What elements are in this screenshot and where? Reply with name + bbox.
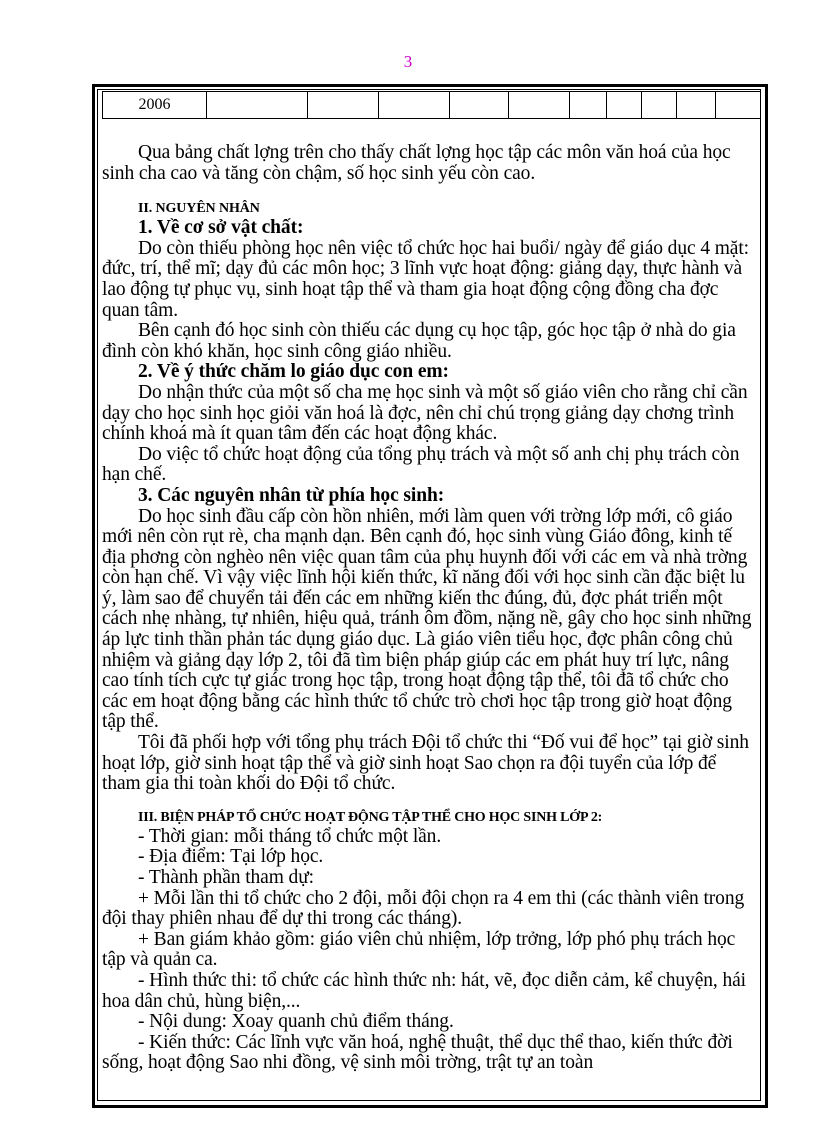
table-cell	[450, 92, 509, 119]
paragraph-facilities: Do còn thiếu phòng học nên việc tổ chức học hai buổi/ ngày để giáo dục 4 mặt: đức, trí, thể mĩ; dạy đủ các môn học; 3 lĩnh vực hoạt động: giảng dạy, thực hành và lao động tự phục vụ, sinh hoạt tập thể và tham gia hoạt động cộng đồng cha đợc quan tâm.	[102, 237, 749, 321]
table-cell	[379, 92, 450, 119]
table-cell	[207, 92, 308, 119]
list-item-teams: + Mỗi lần thi tổ chức cho 2 đội, mỗi đội chọn ra 4 em thi (các thành viên trong đội thay phiên nhau để dự thi trong các tháng).	[102, 887, 745, 930]
table-cell	[716, 92, 761, 119]
paragraph-quality-summary: Qua bảng chất lợng trên cho thấy chất lợng học tập các môn văn hoá của học sinh cha cao và tăng còn chậm, số học sinh yếu còn cao.	[102, 142, 731, 184]
quality-table	[102, 91, 761, 119]
paragraph-awareness: Do nhận thức của một số cha mẹ học sinh và một số giáo viên cho rằng chỉ cần dạy cho học sinh học giỏi văn hoá là đợc, nên chỉ chú trọng giảng dạy chơng trình chính khoá mà ít quan tâm đến các hoạt động khác.	[102, 381, 748, 445]
table-cell-year: 2006	[103, 92, 207, 119]
paragraph-awareness-2: Do việc tổ chức hoạt động của tổng phụ trách và một số anh chị phụ trách còn hạn chế.	[102, 443, 740, 486]
list-item-location: - Địa điểm: Tại lớp học.	[138, 846, 324, 868]
list-item-time: - Thời gian: mỗi tháng tổ chức một lần.	[138, 825, 442, 847]
heading-measures: III. BIỆN PHÁP TỔ CHỨC HOẠT ĐỘNG TẬP THỂ CHO HỌC SINH LỚP 2:	[138, 809, 603, 825]
paragraph-quiz-contest: Tôi đã phối hợp với tổng phụ trách Đội tổ chức thi “Đố vui để học” tại giờ sinh hoạt lớp, giờ sinh hoạt tập thể và giờ sinh hoạt Sao chọn ra đội tuyển của lớp để tham gia thi toàn khối do Đội tổ chức.	[102, 732, 749, 795]
list-item-content: - Nội dung: Xoay quanh chủ điểm tháng.	[138, 1011, 454, 1033]
table-cell	[308, 92, 379, 119]
list-item-knowledge: - Kiến thức: Các lĩnh vực văn hoá, nghệ thuật, thể dục thể thao, kiến thức đời sống, hoạt động Sao nhi đồng, vệ sinh môi trờng, trật tự an toàn	[102, 1031, 733, 1074]
list-item-jury: + Ban giám khảo gồm: giáo viên chủ nhiệm, lớp trởng, lớp phó phụ trách học tập và quản ca.	[102, 928, 736, 971]
heading-student-causes: 3. Các nguyên nhân từ phía học sinh:	[138, 484, 445, 506]
list-item-participants: - Thành phần tham dự:	[138, 867, 314, 888]
table-cell	[642, 92, 677, 119]
list-item-format: - Hình thức thi: tổ chức các hình thức nh: hát, vẽ, đọc diễn cảm, kể chuyện, hái hoa dân chủ, hùng biện,...	[102, 969, 746, 1012]
page-number: 3	[403, 52, 413, 71]
document-body	[102, 143, 752, 1074]
heading-causes: II. NGUYÊN NHÂN	[138, 201, 260, 217]
table-cell	[607, 92, 642, 119]
table-row	[103, 92, 761, 119]
table-cell	[677, 92, 716, 119]
paragraph-facilities-2: Bên cạnh đó học sinh còn thiếu các dụng cụ học tập, góc học tập ở nhà do gia đình còn khó khăn, học sinh công giáo nhiều.	[102, 320, 736, 362]
heading-facilities: 1. Về cơ sở vật chất:	[138, 217, 304, 239]
paragraph-student-causes: Do học sinh đầu cấp còn hồn nhiên, mới làm quen với trờng lớp mới, cô giáo mới nên còn rụt rè, cha mạnh dạn. Bên cạnh đó, học sinh vùng Giáo đông, kinh tế địa phơng còn nghèo nên việc quan tâm của phụ huynh đối với các em và nhà trờng còn hạn chế. Vì vậy việc lĩnh hội kiến thức, kĩ năng đối với học sinh cần đặc biệt lu ý, làm sao để chuyển tải đến các em những kiến thc đúng, đủ, đợc phát triển một cách nhẹ nhàng, tự nhiên, hiệu quả, tránh ôm đồm, nặng nề, gây cho học sinh những áp lực tinh thần phản tác dụng giáo dục. Là giáo viên tiểu học, đợc phân công chủ nhiệm và giảng dạy lớp 2, tôi đã tìm biện pháp giúp các em phát huy trí lực, nâng cao tính tích cực tự giác trong học tập, trong hoạt động tập thể, tôi đã tổ chức cho các em hoạt động bằng các hình thức tổ chức trò chơi học tập trong giờ hoạt động tập thể.	[102, 505, 752, 733]
table-cell	[509, 92, 570, 119]
table-cell	[570, 92, 607, 119]
heading-awareness: 2. Về ý thức chăm lo giáo dục con em:	[138, 361, 449, 383]
